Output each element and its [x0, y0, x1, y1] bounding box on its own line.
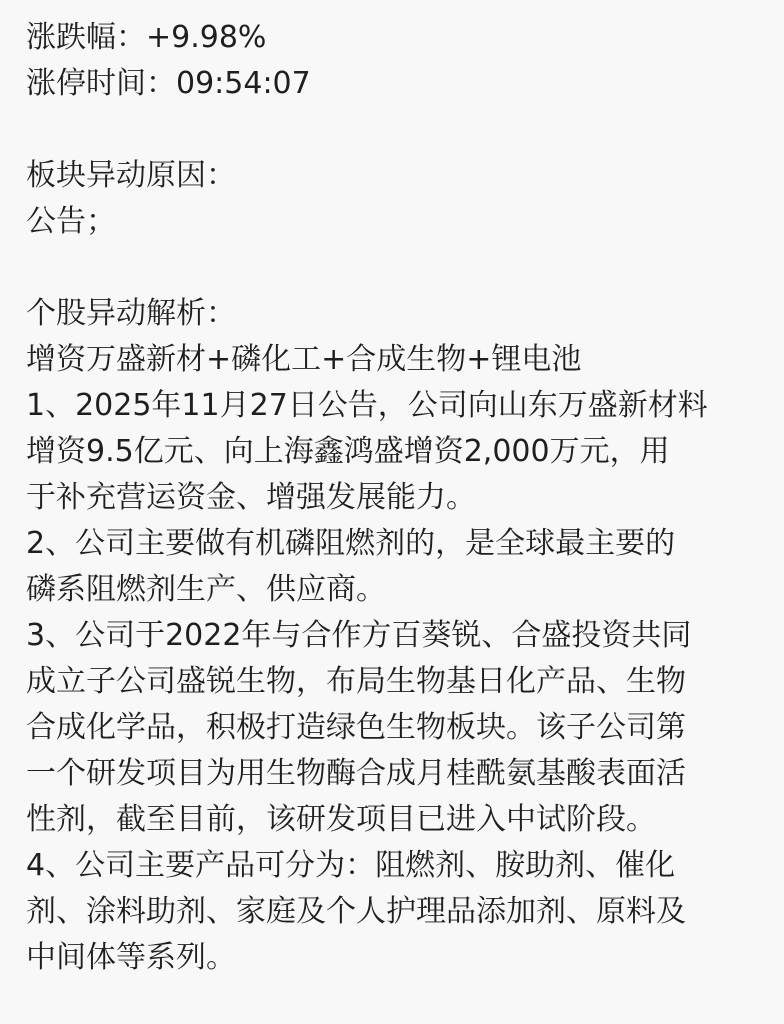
spacer [26, 245, 760, 291]
analysis-line: 于补充营运资金、增强发展能力。 [26, 480, 476, 515]
analysis-line: 中间体等系列。 [26, 940, 236, 975]
spacer [26, 107, 760, 153]
sector-reason-text: 公告； [26, 204, 116, 239]
analysis-line: 4、公司主要产品可分为：阻燃剂、胺助剂、催化 [26, 848, 676, 883]
analysis-line: 磷系阻燃剂生产、供应商。 [26, 572, 386, 607]
analysis-line: 性剂，截至目前，该研发项目已进入中试阶段。 [26, 802, 656, 837]
sector-reason-heading: 板块异动原因： [26, 158, 236, 193]
analysis-line: 增资9.5亿元、向上海鑫鸿盛增资2,000万元，用 [26, 434, 670, 469]
analysis-tags: 增资万盛新材+磷化工+合成生物+锂电池 [26, 342, 582, 377]
analysis-line: 成立子公司盛锐生物，布局生物基日化产品、生物 [26, 664, 686, 699]
analysis-heading: 个股异动解析： [26, 296, 236, 331]
analysis-line: 合成化学品，积极打造绿色生物板块。该子公司第 [26, 710, 686, 745]
limit-up-time-text: 涨停时间：09:54:07 [26, 66, 311, 101]
analysis-line: 3、公司于2022年与合作方百葵锐、合盛投资共同 [26, 618, 692, 653]
analysis-line: 2、公司主要做有机磷阻燃剂的，是全球最主要的 [26, 526, 676, 561]
analysis-line: 一个研发项目为用生物酶合成月桂酰氨基酸表面活 [26, 756, 686, 791]
analysis-line: 1、2025年11月27日公告，公司向山东万盛新材料 [26, 388, 708, 423]
change-percent-text: 涨跌幅：+9.98% [26, 20, 267, 55]
analysis-line: 剂、涂料助剂、家庭及个人护理品添加剂、原料及 [26, 894, 686, 929]
